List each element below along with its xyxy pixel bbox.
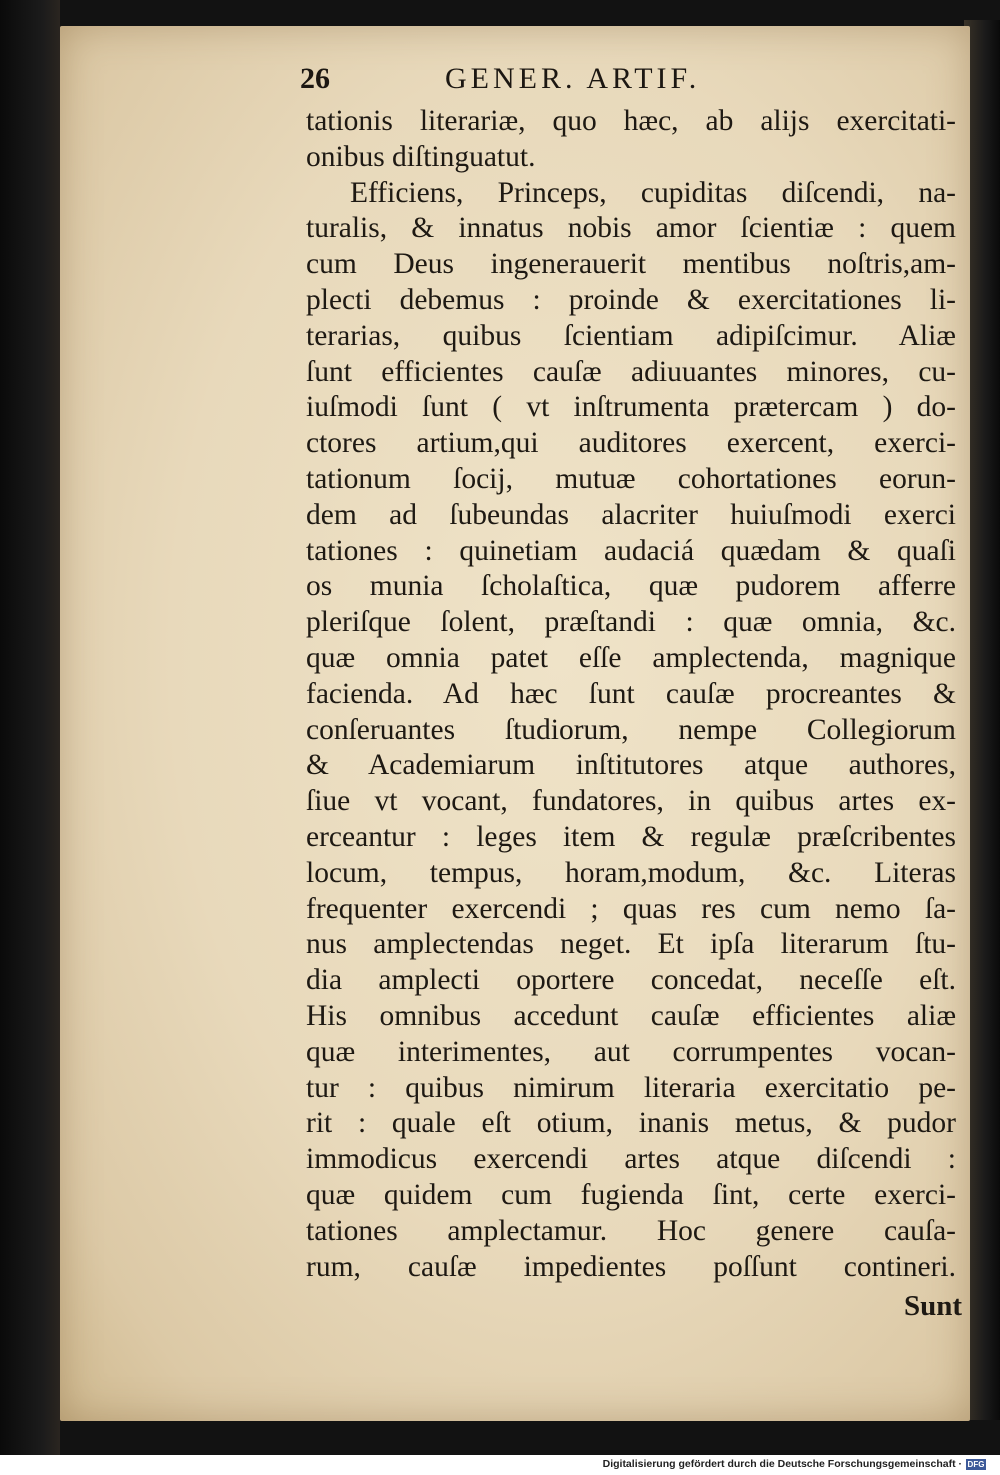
text-line: cum Deus ingenerauerit mentibus noſtris,am-	[306, 248, 956, 281]
text-line: locum, tempus, horam,modum, &c. Literas	[306, 856, 956, 889]
running-title: GENER. ARTIF.	[445, 62, 701, 95]
funding-credit: Digitalisierung gefördert durch die Deutsche Forschungsgemeinschaft ·	[602, 1458, 962, 1470]
text-line: onibus diſtinguatut.	[306, 140, 536, 173]
text-line: tationes : quinetiam audaciá quædam & quaſi	[306, 534, 956, 567]
text-line: iuſmodi ſunt ( vt inſtrumenta prætercam ) do-	[306, 391, 956, 424]
text-line: tationes amplectamur. Hoc genere cauſa-	[306, 1214, 956, 1247]
text-line: tur : quibus nimirum literaria exercitatio pe-	[306, 1071, 956, 1104]
text-line: frequenter exercendi ; quas res cum nemo ſa-	[306, 892, 956, 925]
book-spine-shadow	[0, 0, 60, 1455]
body-text	[306, 104, 956, 1285]
footer-bar	[0, 1455, 1000, 1475]
text-line: His omnibus accedunt cauſæ efficientes aliæ	[306, 999, 956, 1032]
catchword: Sunt	[904, 1290, 963, 1322]
page-number: 26	[300, 62, 330, 95]
text-line: & Academiarum inſtitutores atque authores,	[306, 749, 956, 782]
text-line: tationis literariæ, quo hæc, ab alijs exercitati-	[306, 105, 956, 137]
text-line: Efficiens, Princeps, cupiditas diſcendi, na-	[350, 176, 956, 209]
text-line: ſiue vt vocant, fundatores, in quibus artes ex-	[306, 785, 956, 818]
text-line: nus amplectendas neget. Et ipſa literarum ſtu-	[306, 928, 956, 961]
text-line: quæ omnia patet eſſe amplectenda, magnique	[306, 641, 956, 674]
text-line: facienda. Ad hæc ſunt cauſæ procreantes &	[306, 677, 956, 710]
dfg-logo-icon: DFG	[967, 1460, 985, 1469]
text-line: dia amplecti oportere concedat, neceſſe eſt.	[306, 964, 956, 997]
text-line: plecti debemus : proinde & exercitationes li-	[306, 283, 956, 316]
text-line: immodicus exercendi artes atque diſcendi :	[306, 1143, 956, 1176]
text-line: os munia ſcholaſtica, quæ pudorem afferre	[306, 570, 956, 603]
text-line: pleriſque ſolent, præſtandi : quæ omnia, &c.	[306, 606, 956, 639]
text-line: ctores artium,qui auditores exercent, exerci-	[306, 427, 956, 460]
text-line: conſeruantes ſtudiorum, nempe Collegiorum	[306, 713, 956, 746]
text-line: turalis, & innatus nobis amor ſcientiæ : quem	[306, 212, 956, 245]
text-line: quæ quidem cum fugienda ſint, certe exerci-	[306, 1178, 956, 1211]
text-line: rit : quale eſt otium, inanis metus, & pudor	[306, 1107, 956, 1140]
text-line: quæ interimentes, aut corrumpentes vocan-	[306, 1035, 956, 1068]
text-line: ſunt efficientes cauſæ adiuuantes minores, cu-	[306, 355, 956, 388]
text-line: terarias, quibus ſcientiam adipiſcimur. Aliæ	[306, 319, 956, 352]
text-line: tationum ſocij, mutuæ cohortationes eorun-	[306, 462, 956, 495]
text-line: rum, cauſæ impedientes poſſunt contineri.	[306, 1250, 956, 1283]
page-header	[300, 62, 820, 102]
text-line: dem ad ſubeundas alacriter huiuſmodi exerci	[306, 498, 956, 531]
text-line: erceantur : leges item & regulæ præſcribentes	[306, 820, 956, 853]
